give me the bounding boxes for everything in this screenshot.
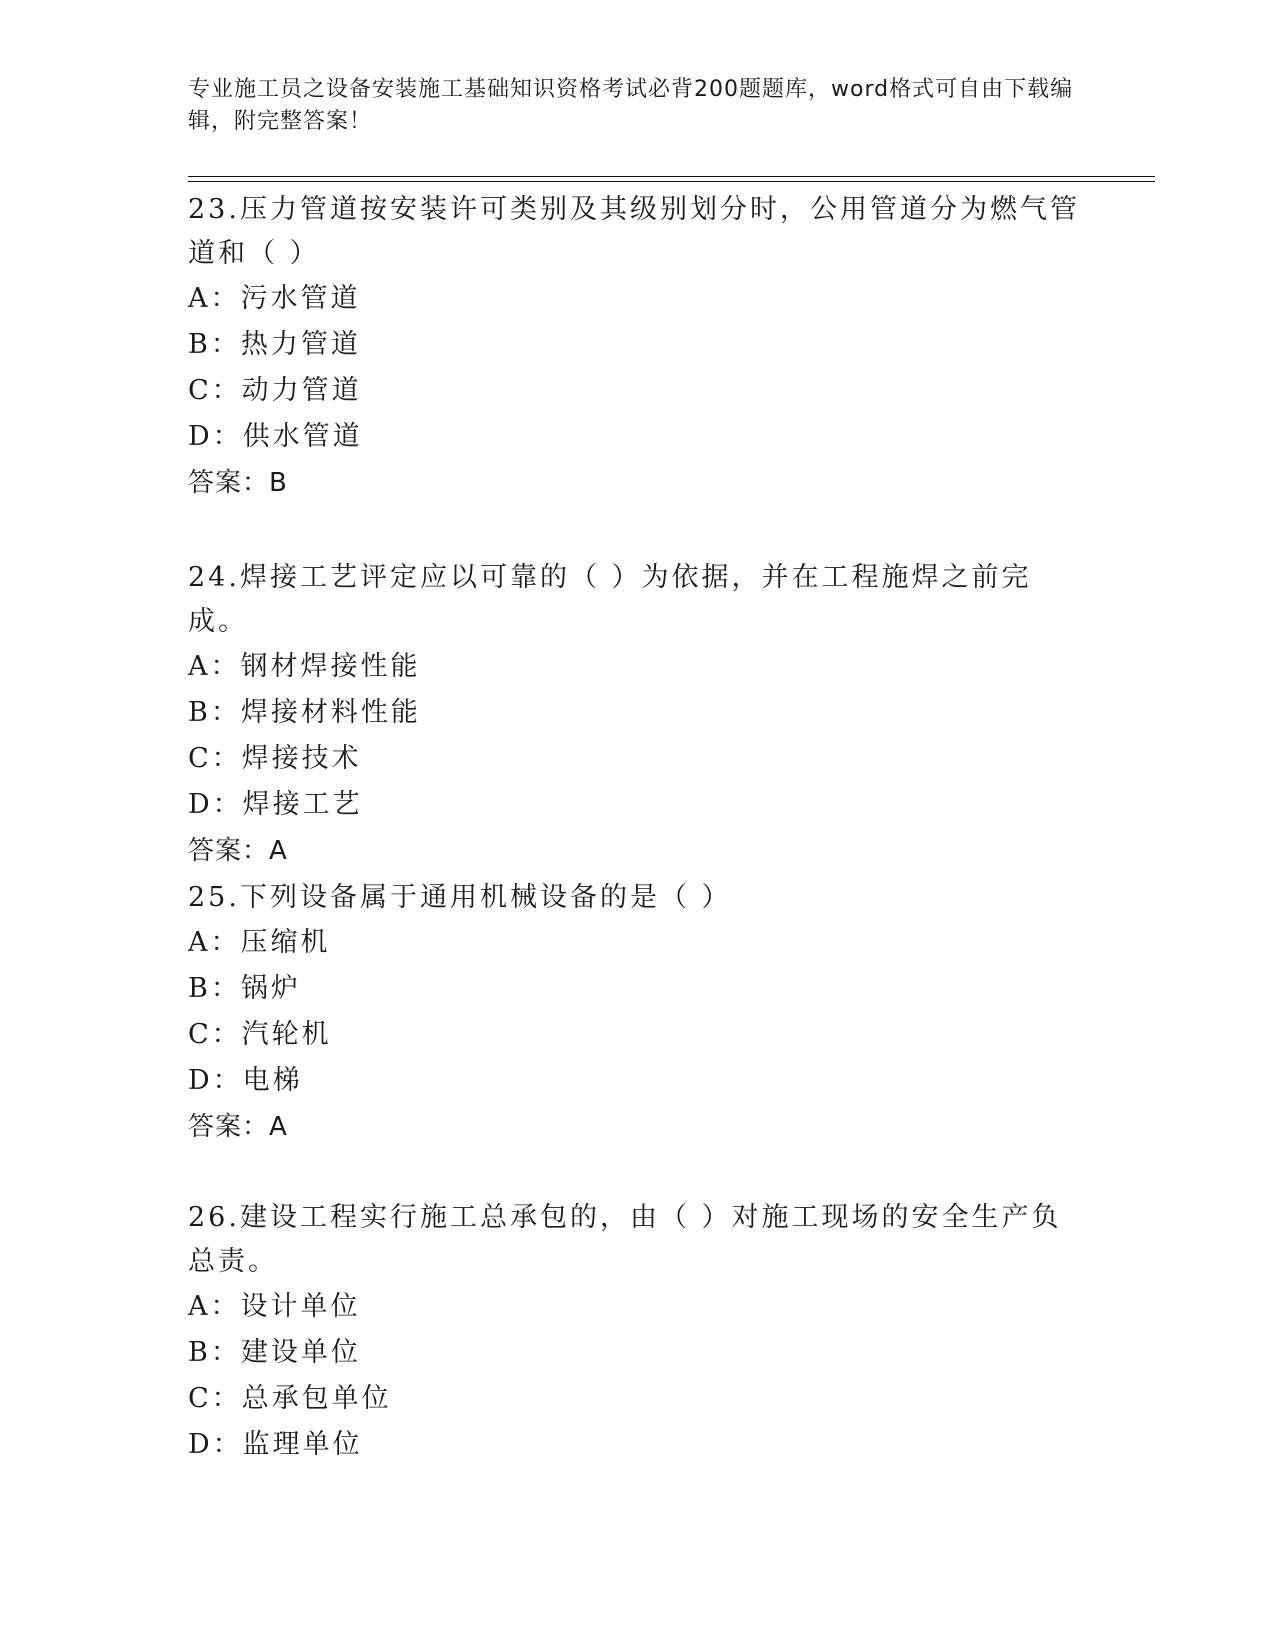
option-d: D：电梯 (188, 1065, 303, 1096)
option-c: C：总承包单位 (188, 1383, 392, 1414)
question-stem: 26.建设工程实行施工总承包的，由（ ）对施工现场的安全生产负总责。 (188, 1202, 1062, 1277)
answer: 答案：A (188, 1112, 288, 1142)
answer: 答案：A (188, 836, 288, 866)
option-a: A：污水管道 (188, 283, 361, 314)
document-header: 专业施工员之设备安装施工基础知识资格考试必背200题题库，word格式可自由下载编辑，附完整答案！ (188, 77, 1074, 134)
option-a: A：钢材焊接性能 (188, 651, 421, 682)
question-stem: 23.压力管道按安装许可类别及其级别划分时，公用管道分为燃气管道和（ ） (188, 194, 1080, 269)
option-d: D：焊接工艺 (188, 789, 363, 820)
question-26 (188, 1196, 1088, 1468)
option-b: B：热力管道 (188, 329, 361, 360)
option-c: C：动力管道 (188, 375, 362, 406)
question-24 (188, 556, 1088, 874)
option-b: B：建设单位 (188, 1337, 361, 1368)
header-divider-bottom (188, 181, 1155, 182)
option-b: B：焊接材料性能 (188, 697, 421, 728)
option-d: D：监理单位 (188, 1429, 363, 1460)
question-stem: 24.焊接工艺评定应以可靠的（ ）为依据，并在工程施焊之前完成。 (188, 562, 1032, 637)
option-c: C：焊接技术 (188, 743, 362, 774)
question-stem: 25.下列设备属于通用机械设备的是（ ） (188, 882, 732, 913)
option-c: C：汽轮机 (188, 1019, 332, 1050)
header-divider-top (188, 176, 1155, 177)
option-d: D：供水管道 (188, 421, 363, 452)
option-a: A：设计单位 (188, 1291, 361, 1322)
question-23 (188, 188, 1088, 506)
option-b: B：锅炉 (188, 973, 301, 1004)
option-a: A：压缩机 (188, 927, 331, 958)
answer: 答案：B (188, 468, 288, 498)
question-25 (188, 876, 1088, 1150)
